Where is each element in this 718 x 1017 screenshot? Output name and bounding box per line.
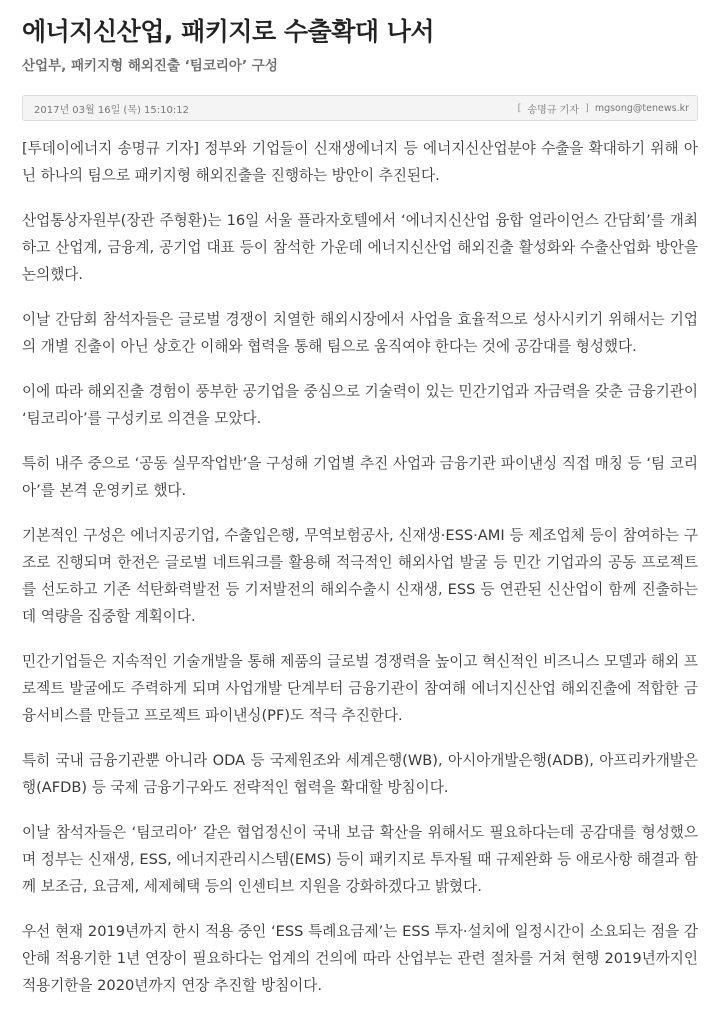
article-paragraph: 이날 참석자들은 ‘팀코리아’ 같은 협업정신이 국내 보급 확산을 위해서도 필요하다는데 공감대를 형성했으며 정부는 신재생, ESS, 에너지관리시스템(EMS) 등이 패키지로 투자될 때 규제완화 등 애로사항 해결과 함께 보조금, 요금제, 세제혜택 등의 인센티브 지원을 강화하겠다고 밝혔다.	[22, 824, 698, 895]
byline-close-bracket: ]	[584, 102, 589, 114]
article-subtitle: 산업부, 패키지형 해외진출 ‘팀코리아’ 구성	[22, 58, 278, 74]
article-paragraph: 이에 따라 해외진출 경험이 풍부한 공기업을 중심으로 기술력이 있는 민간기업과 자금력을 갖춘 금융기관이 ‘팀코리아’를 구성키로 의견을 모았다.	[22, 383, 698, 427]
article-date: 2017년 03월 16일 (목) 15:10:12	[34, 104, 189, 116]
article-title: 에너지신산업, 패키지로 수출확대 나서	[22, 17, 435, 46]
article	[22, 0, 698, 1017]
reporter-email-link[interactable]: mgsong@tenews.kr	[594, 102, 689, 114]
article-byline	[518, 101, 689, 116]
article-paragraph: 특히 국내 금융기관뿐 아니라 ODA 등 국제원조와 세계은행(WB), 아시아개발은행(ADB), 아프리카개발은행(AFDB) 등 국제 금융기구와도 전략적인 협력을 확대할 방침이다.	[22, 752, 698, 796]
byline-open-bracket: [	[517, 102, 522, 114]
article-reporter: 송명규 기자	[527, 104, 579, 116]
article-paragraph: 이날 간담회 참석자들은 글로벌 경쟁이 치열한 해외시장에서 사업을 효율적으로 성사시키기 위해서는 기업의 개별 진출이 아닌 상호간 이해와 협력을 통해 팀으로 움직여야 한다는 것에 공감대를 형성했다.	[22, 311, 698, 355]
article-paragraph: 산업통상자원부(장관 주형환)는 16일 서울 플라자호텔에서 ‘에너지신산업 융합 얼라이언스 간담회’를 개최하고 산업계, 금융계, 공기업 대표 등이 참석한 가운데 에너지신산업 해외진출 활성화와 수출산업화 방안을 논의했다.	[22, 212, 698, 283]
article-paragraph: 기본적인 구성은 에너지공기업, 수출입은행, 무역보험공사, 신재생·ESS·AMI 등 제조업체 등이 참여하는 구조로 진행되며 한전은 글로벌 네트워크를 활용해 적극적인 해외사업 발굴 등 민간 기업과의 공동 프로젝트를 선도하고 기존 석탄화력발전 등 기저발전의 해외수출시 신재생, ESS 등 연관된 신산업이 함께 진출하는데 역량을 집중할 계획이다.	[22, 527, 698, 625]
article-paragraph: 민간기업들은 지속적인 기술개발을 통해 제품의 글로벌 경쟁력을 높이고 혁신적인 비즈니스 모델과 해외 프로젝트 발굴에도 주력하게 되며 사업개발 단계부터 금융기관이 참여해 에너지신산업 해외진출에 적합한 금융서비스를 만들고 프로젝트 파이낸싱(PF)도 적극 추진한다.	[22, 653, 698, 724]
article-meta-bar	[22, 95, 698, 121]
article-paragraph: 우선 현재 2019년까지 한시 적용 중인 ‘ESS 특례요금제’는 ESS 투자·설치에 일정시간이 소요되는 점을 감안해 적용기한 1년 연장이 필요하다는 업계의 건의에 따라 산업부는 관련 절차를 거쳐 현행 2019년까지인 적용기한을 2020년까지 연장 추진할 방침이다.	[22, 923, 698, 994]
article-paragraph: [투데이에너지 송명규 기자] 정부와 기업들이 신재생에너지 등 에너지신산업분야 수출을 확대하기 위해 아닌 하나의 팀으로 패키지형 해외진출을 진행하는 방안이 추진된다.	[22, 140, 698, 184]
article-body	[22, 135, 698, 999]
article-paragraph: 특히 내주 중으로 ‘공동 실무작업반’을 구성해 기업별 추진 사업과 금융기관 파이낸싱 직접 매칭 등 ‘팀 코리아’를 본격 운영키로 했다.	[22, 455, 698, 499]
